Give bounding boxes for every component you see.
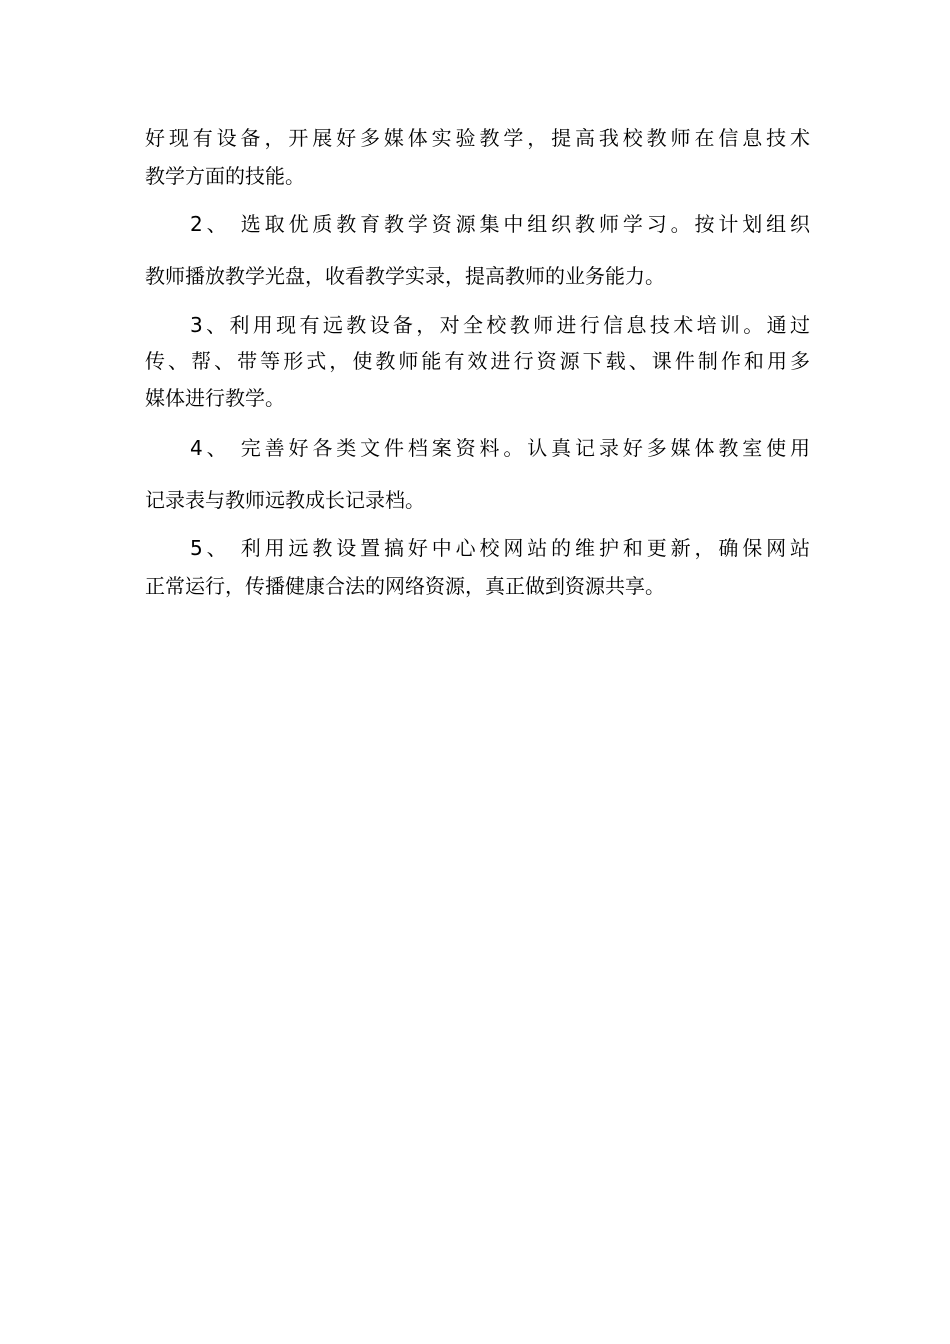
paragraph-1-line-1: 好现有设备，开展好多媒体实验教学，提高我校教师在信息技术	[145, 126, 810, 150]
paragraph-3-line-2: 传、帮、带等形式，使教师能有效进行资源下载、课件制作和用多	[145, 349, 810, 373]
paragraph-5-line-2: 正常运行，传播健康合法的网络资源，真正做到资源共享。	[145, 574, 665, 598]
paragraph-4-line-1: 4、 完善好各类文件档案资料。认真记录好多媒体教室使用	[190, 436, 810, 460]
paragraph-3-line-3: 媒体进行教学。	[145, 386, 285, 410]
paragraph-4-line-2: 记录表与教师远教成长记录档。	[145, 488, 425, 512]
paragraph-3-line-1: 3、利用现有远教设备，对全校教师进行信息技术培训。通过	[190, 313, 810, 337]
paragraph-5-line-1: 5、 利用远教设置搞好中心校网站的维护和更新，确保网站	[190, 536, 810, 560]
paragraph-2-line-1: 2、 选取优质教育教学资源集中组织教师学习。按计划组织	[190, 212, 810, 236]
paragraph-2-line-2: 教师播放教学光盘，收看教学实录，提高教师的业务能力。	[145, 264, 665, 288]
paragraph-1-line-2: 教学方面的技能。	[145, 164, 305, 188]
